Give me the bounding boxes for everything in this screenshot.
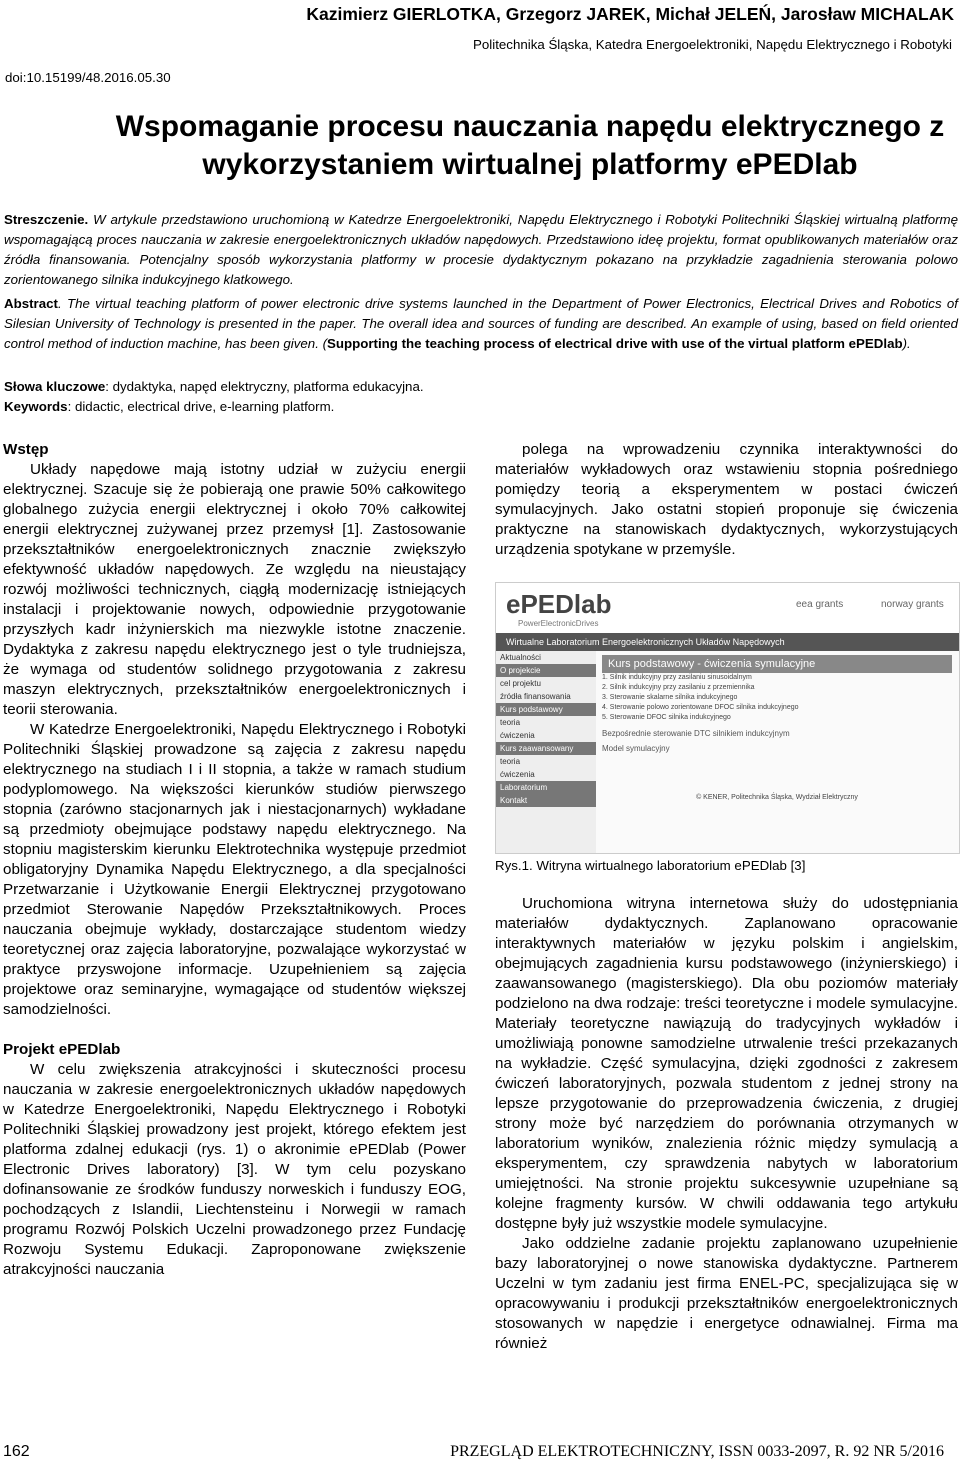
figure-link: 2. Silnik indukcyjny przy zasilaniu z przemiennika bbox=[602, 684, 755, 691]
sidebar-item: Kurs podstawowy bbox=[496, 703, 596, 716]
keywords-pl-text: : dydaktyka, napęd elektryczny, platforma edukacyjna. bbox=[105, 379, 424, 394]
affiliation: Politechnika Śląska, Katedra Energoelektroniki, Napędu Elektrycznego i Robotyki bbox=[473, 37, 952, 52]
keywords-en-text: : didactic, electrical drive, e-learning platform. bbox=[67, 399, 335, 414]
streszczenie bbox=[4, 210, 958, 290]
abstract-label: Abstract bbox=[4, 296, 58, 311]
figure-main-title: Kurs podstawowy - ćwiczenia symulacyjne bbox=[602, 655, 952, 673]
figure-model: Model symulacyjny bbox=[602, 744, 670, 753]
figure-header bbox=[496, 583, 959, 633]
keywords-pl-label: Słowa kluczowe bbox=[4, 379, 106, 394]
logo-subtitle: PowerElectronicDrives bbox=[518, 619, 599, 628]
figure-caption: Rys.1. Witryna wirtualnego laboratorium ePEDlab [3] bbox=[495, 858, 806, 873]
keywords-pl bbox=[4, 377, 424, 397]
figure-footer: © KENER, Politechnika Śląska, Wydział Elektryczny bbox=[696, 794, 858, 801]
paragraph: polega na wprowadzeniu czynnika interaktywności do materiałów wykładowych oraz wstawieniu stopnia pośredniego pomiędzy teorią a eksperymentem w postaci ćwiczeń symulacyjnych. Jako ostatni stopień proponuje się ćwiczenia praktyczne na stanowiskach dydaktycznych, wykorzystujących urządzenia spotykane w przemyśle. bbox=[495, 441, 958, 558]
sidebar-item: źródła finansowania bbox=[500, 692, 571, 701]
right-column-bottom bbox=[495, 894, 958, 1354]
keywords-en bbox=[4, 397, 334, 417]
paragraph: Układy napędowe mają istotny udział w zużyciu energii elektrycznej. Szacuje się że pobierają one prawie 50% całkowitego globalnego zużycia energii elektrycznej i około 70% całkowitej energii elektrycznej zużywanej przez przemysł [1]. Zastosowanie przekształtników energoelektronicznych znacznie zwiększyło efektywność układów napędowych. Ze względu na nieustający rozwój możliwości technicznych, ciągłą modernizację istniejących instalacji i projektowanie nowych, odpowiednie przygotowanie przyszłych kadr inżynierskich ma niezwykle istotne znaczenie. Dydaktyka z zakresu napędu elektrycznego jest o tyle trudniejsza, że wymaga od studentów solidnego przygotowania z zakresu maszyn elektrycznych, przekształtników energoelektronicznych i teorii sterowania. bbox=[3, 461, 466, 718]
doi: doi:10.15199/48.2016.05.30 bbox=[5, 70, 171, 85]
abstract-title-en: Supporting the teaching process of electrical drive with use of the virtual platform ePEDlab bbox=[327, 336, 903, 351]
figure-link: 3. Sterowanie skalarne silnika indukcyjnego bbox=[602, 694, 738, 701]
paragraph: Uruchomiona witryna internetowa służy do udostępniania materiałów dydaktycznych. Zaplanowano opracowanie interaktywnych materiałów w języku polskim i angielskim, obejmujących zagadnienia kursu podstawowego (inżynierskiego) i zaawansowanego (magisterskiego). Dla obu poziomów materiały podzielono na dwa rodzaje: treści teoretyczne i modele symulacyjne. Materiały teoretyczne nawiązują do tradycyjnych wykładów i umożliwiają ponowne samodzielne utrwalenie treści przekazanych na wykładzie. Część symulacyjna, dzięki zgodności z zakresem ćwiczeń laboratoryjnych, pozwala studentom z jednej strony na lepsze przygotowanie do przeprowadzenia ćwiczenia, z drugiej strony może być narzędziem do porównania otrzymanych w laboratorium wyników, znalezienia różnic między symulacją a eksperymentem, czy sprawdzenia nabytych w laboratorium umiejętności. Na stronie projektu sukcesywnie uzupełniane są kolejne fragmenty kursów. W chwili oddawania tego artykułu dostępne były już wszystkie modele symulacyjne. bbox=[495, 895, 958, 1232]
sidebar-item: teoria bbox=[500, 757, 521, 766]
figure-link: 5. Sterowanie DFOC silnika indukcyjnego bbox=[602, 714, 731, 721]
paragraph: W celu zwiększenia atrakcyjności i skuteczności procesu nauczania w zakresie energoelektronicznych układów napędowych w Katedrze Energoelektroniki, Napędu Elektrycznego i Robotyki Politechniki Śląskiej prowadzony jest projekt, którego efektem jest platforma zdalnej edukacji (rys. 1) o akronimie ePEDlab (Power Electronic Drives laboratory) [3]. W tym celu pozyskano dofinansowanie ze środków funduszy norweskich i funduszy EOG, pochodzących z Islandii, Liechtensteinu i Norwegii w ramach programu Rozwój Polskich Uczelni prowadzonego przez Fundację Rozwoju Systemu Edukacji. Zaproponowane zwiększenie atrakcyjności nauczania bbox=[3, 1061, 466, 1278]
streszczenie-text: W artykule przedstawiono uruchomioną w Katedrze Energoelektroniki, Napędu Elektrycznego i Robotyki Politechniki Śląskiej wirtualną platformę wspomagającą proces nauczania w zakresie energoelektronicznych układów napędowych. Przedstawiono ideę projektu, format opublikowanych materiałów oraz źródła finansowania. Potencjalny sposób wykorzystania platformy w procesie dydaktycznym pokazano na przykładzie zagadnienia sterowania polowo zorientowanego silnika indukcyjnego klatkowego. bbox=[4, 212, 958, 287]
sidebar-item: Aktualności bbox=[500, 653, 541, 662]
figure-main bbox=[602, 655, 952, 849]
figure-sidebar bbox=[496, 651, 596, 853]
figure-link: 1. Silnik indukcyjny przy zasilaniu sinusoidalnym bbox=[602, 674, 752, 681]
paragraph: Jako oddzielne zadanie projektu zaplanowano uzupełnienie bazy laboratoryjnej o nowe stanowiska dydaktyczne. Partnerem Uczelni w tym zadaniu jest firma ENEL-PC, specjalizująca się w opracowywaniu i produkcji przekształtników energoelektronicznych stosowanych w napędzie i energetyce odnawialnej. Firma ma również bbox=[495, 1235, 958, 1352]
heading-wstep: Wstęp bbox=[3, 441, 49, 458]
sidebar-item: teoria bbox=[500, 718, 521, 727]
sidebar-item: Laboratorium bbox=[496, 781, 596, 794]
sidebar-item: ćwiczenia bbox=[500, 770, 535, 779]
paper-title bbox=[100, 108, 960, 184]
right-column-top bbox=[495, 440, 958, 560]
sidebar-item: ćwiczenia bbox=[500, 731, 535, 740]
authors: Kazimierz GIERLOTKA, Grzegorz JAREK, Michał JELEŃ, Jarosław MICHALAK bbox=[306, 4, 954, 24]
figure-link: 4. Sterowanie polowo zorientowane DFOC silnika indukcyjnego bbox=[602, 704, 799, 711]
figure-section: Bezpośrednie sterowanie DTC silnikiem indukcyjnym bbox=[602, 729, 790, 738]
abstract-text: . The virtual teaching platform of power electronic drive systems launched in the Department of Power Electronics, Electrical Drives and Robotics of Silesian University of Technology is presented in the paper. The overall idea and sources of funding are described. An example of using, based on field oriented control method of induction machine, has been given. ( bbox=[4, 296, 958, 351]
epedlab-logo: ePEDlab bbox=[506, 589, 612, 619]
sidebar-item: Kurs zaawansowany bbox=[496, 742, 596, 755]
title-line-1: Wspomaganie procesu nauczania napędu elektrycznego z bbox=[115, 110, 945, 143]
journal-footer: PRZEGLĄD ELEKTROTECHNICZNY, ISSN 0033-2097, R. 92 NR 5/2016 bbox=[450, 1443, 944, 1460]
figure-banner: Wirtualne Laboratorium Energoelektronicznych Układów Napędowych bbox=[496, 633, 959, 651]
eea-grants-logo: eea grants bbox=[796, 599, 844, 610]
sidebar-item: Kontakt bbox=[496, 794, 596, 807]
streszczenie-label: Streszczenie. bbox=[4, 212, 89, 227]
sidebar-item: cel projektu bbox=[500, 679, 541, 688]
paragraph: W Katedrze Energoelektroniki, Napędu Elektrycznego i Robotyki Politechniki Śląskiej prowadzone są zajęcia z zakresu napędu elektrycznego na studiach I i II stopnia, a także w ramach studium podyplomowego. Na większości kierunków studiów pierwszego stopnia (zarówno stacjonarnych jak i niestacjonarnych) wykładane są przedmioty obejmujące podstawy napędu elektrycznego. Na stopniu magisterskim kierunku Elektrotechnika występuje przedmiot obligatoryjny Dynamika Napędu Elektrycznego, a dla specjalności Przetwarzanie i Użytkowanie Energii Elektrycznej przygotowano przedmiot Sterowanie Napędów Przekształtnikowych. Proces nauczania obejmuje wykłady, dostarczające studentom wiedzy teoretycznej oraz zajęcia laboratoryjne, pozwalające wykorzystać w praktyce przyswojone informacje. Uzupełnieniem są zajęcia projektowe oraz seminaryjne, wymagające od studentów większej samodzielności. bbox=[3, 721, 466, 1018]
keywords-en-label: Keywords bbox=[4, 399, 68, 414]
page-number: 162 bbox=[3, 1443, 30, 1460]
abstract-end: ). bbox=[902, 336, 911, 351]
sidebar-item: O projekcie bbox=[496, 664, 596, 677]
heading-projekt: Projekt ePEDlab bbox=[3, 1041, 121, 1058]
abstract bbox=[4, 294, 958, 354]
left-column bbox=[3, 440, 466, 1280]
title-line-2: wykorzystaniem wirtualnej platformy ePEDlab bbox=[202, 148, 858, 181]
figure-epedlab-screenshot bbox=[495, 582, 960, 854]
norway-grants-logo: norway grants bbox=[881, 599, 944, 610]
